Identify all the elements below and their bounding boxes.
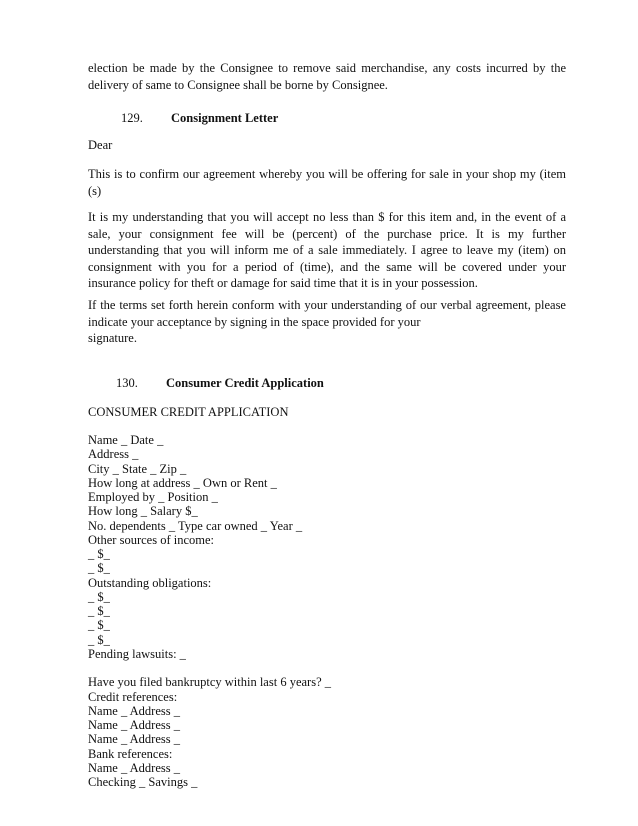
form-line: City _ State _ Zip _	[88, 461, 187, 476]
form-caption: CONSUMER CREDIT APPLICATION	[88, 405, 289, 419]
letter-paragraph-3-end: signature.	[88, 331, 137, 345]
form-line: Have you filed bankruptcy within last 6 years? _	[88, 675, 331, 690]
letter-paragraph-2: It is my understanding that you will accept no less than $ for this item and, in the event of a sale, your consignment fee will be (percent) of the purchase price. It is my further understanding that you will inform me of a sale immediately. I agree to leave my (item) on consignment with you for a period of (time), and the same will be covered under your insurance policy for theft or damage for said time that it is in your possession.	[88, 210, 566, 290]
form-line: Name _ Address _	[88, 718, 180, 732]
form-line: Checking _ Savings _	[88, 775, 198, 789]
form-line: Outstanding obligations:	[88, 575, 212, 590]
form-line: _ $_	[88, 604, 110, 618]
section-130-title: Consumer Credit Application	[166, 376, 324, 390]
credit-application-form	[88, 433, 331, 789]
form-line: _ $_	[88, 589, 110, 604]
form-line: _ $_	[88, 632, 110, 647]
form-line: How long _ Salary $_	[88, 504, 198, 519]
form-line: Address _	[88, 447, 139, 462]
form-line: No. dependents _ Type car owned _ Year _	[88, 518, 303, 533]
form-line: Name _ Date _	[88, 433, 164, 447]
section-130-number: 130.	[116, 376, 138, 390]
form-line: Other sources of income:	[88, 532, 215, 547]
form-line: How long at address _ Own or Rent _	[88, 475, 277, 490]
letter-paragraph-3	[88, 297, 566, 347]
form-line: Credit references:	[88, 689, 178, 704]
form-line: Bank references:	[88, 746, 173, 761]
letter-paragraph-3-body: If the terms set forth herein conform with your understanding of our verbal agreement, please indicate your acceptance by signing in the space provided for your	[88, 298, 566, 329]
intro-paragraph: election be made by the Consignee to remove said merchandise, any costs incurred by the delivery of same to Consignee shall be borne by Consignee.	[88, 61, 566, 92]
form-line: _ $_	[88, 618, 110, 633]
letter-paragraph-1: This is to confirm our agreement whereby you will be offering for sale in your shop my (item (s)	[88, 167, 566, 198]
form-line: Employed by _ Position _	[88, 490, 218, 504]
section-129-title: Consignment Letter	[171, 111, 279, 125]
section-129-number: 129.	[121, 111, 143, 125]
form-line: Name _ Address _	[88, 760, 180, 775]
form-line: _ $_	[88, 561, 110, 576]
form-line: Name _ Address _	[88, 703, 180, 718]
form-line: Name _ Address _	[88, 732, 180, 747]
form-spacer	[88, 661, 331, 675]
form-line: _ $_	[88, 547, 110, 561]
form-line: Pending lawsuits: _	[88, 646, 186, 661]
letter-salutation: Dear	[88, 138, 113, 152]
